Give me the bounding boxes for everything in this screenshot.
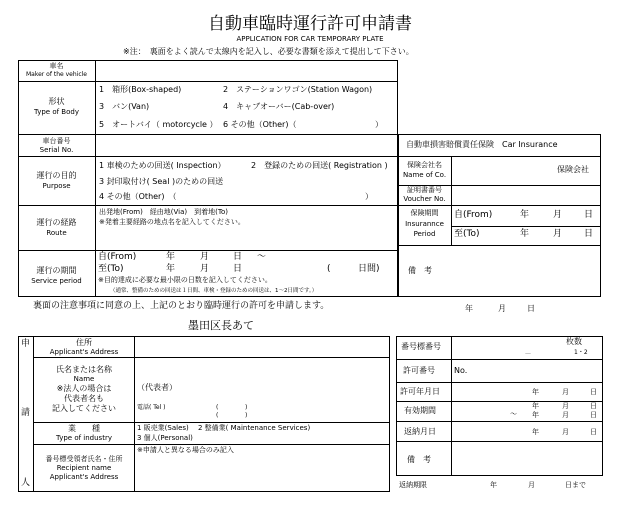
period-to-year[interactable]: 年	[166, 264, 176, 274]
permit-number-prefix: No.	[454, 366, 468, 375]
plate-count-value[interactable]: 1・2	[574, 349, 588, 356]
period-from-day[interactable]: 日	[233, 252, 243, 262]
name-label-en: Name	[73, 375, 95, 383]
recipient-note: ※申請人と異なる場合のみ記入	[137, 446, 234, 454]
period-to-day[interactable]: 日	[233, 264, 243, 274]
insurance-title: 自動車損害賠償責任保険 Car Insurance	[406, 140, 558, 149]
phone-paren-close-2: )	[245, 412, 248, 419]
recipient-label: 番号標受領者氏名・住所	[45, 455, 123, 463]
period-from-month[interactable]: 月	[200, 252, 210, 262]
body-option-motorcycle[interactable]: 5 オートバイ（ motorcycle ）	[99, 120, 218, 129]
permit-date-day: 日	[590, 388, 597, 396]
valid-to-month: 月	[562, 411, 569, 419]
insurance-to: 至(To)	[454, 229, 480, 239]
purpose-option-other-close: ）	[365, 192, 373, 201]
route-field[interactable]	[96, 228, 397, 249]
insurance-company-label: 保険会社名	[407, 161, 442, 169]
route-note: ※発着主要経路の地点名を記入してください。	[99, 218, 245, 226]
permit-number-label: 許可番号	[403, 366, 435, 375]
valid-to-year: 年	[532, 411, 539, 419]
insurance-from-month[interactable]: 月	[553, 210, 563, 220]
recipient-label-en: Recipient name	[56, 464, 112, 472]
phone-paren-close-1: )	[245, 404, 248, 411]
route-points: 出発地(From) 経由地(Via) 到着地(To)	[99, 208, 228, 216]
insurance-remarks-field[interactable]	[452, 246, 600, 296]
period-days[interactable]: 日間)	[358, 264, 380, 274]
applicant-side-1: 申	[21, 339, 31, 349]
permit-date-month: 月	[562, 388, 569, 396]
industry-options[interactable]: 1 販売業(Sales) 2 整備業( Maintenance Services)	[137, 424, 311, 432]
voucher-label-en: Voucher No.	[403, 195, 446, 203]
voucher-label: 証明書番号	[407, 186, 442, 194]
deadline-label: 返納期限	[399, 481, 427, 489]
corp-note-1: ※法人の場合は	[56, 384, 112, 393]
valid-to-day: 日	[590, 411, 597, 419]
insurance-from-year[interactable]: 年	[520, 210, 530, 220]
plate-number-label: 番号標番号	[401, 342, 441, 351]
industry-option-personal[interactable]: 3 個人(Personal)	[137, 434, 193, 442]
maker-field[interactable]	[96, 61, 397, 81]
purpose-option-other[interactable]: 4 その他（Other) （	[99, 192, 177, 201]
insurance-company-suffix: 保険会社	[557, 165, 589, 174]
form-title: 自動車臨時運行許可申請書	[208, 14, 412, 34]
corp-note-3: 記入してください	[52, 404, 116, 413]
body-option-van[interactable]: 3 バン(Van)	[99, 102, 150, 111]
representative-label: （代表者）	[137, 383, 177, 392]
insurance-from: 自(From)	[454, 210, 493, 220]
phone-label: 電話( Tel )	[137, 404, 166, 411]
maker-label: 車名	[49, 62, 64, 70]
return-date-day: 月	[562, 428, 569, 436]
period-to-month[interactable]: 月	[200, 264, 210, 274]
addressee: 墨田区長あて	[188, 319, 254, 332]
application-day[interactable]: 日	[527, 304, 535, 313]
insurance-to-day[interactable]: 日	[584, 229, 594, 239]
plate-count-label: 枚数	[566, 337, 582, 346]
insurance-company-label-en: Name of Co.	[402, 171, 447, 179]
period-label-en: Service period	[31, 277, 82, 285]
body-option-wagon[interactable]: 2 ステーションワゴン(Station Wagon)	[223, 85, 373, 94]
name-field[interactable]	[135, 358, 389, 382]
period-label: 運行の期間	[36, 266, 77, 275]
return-date-label: 返納月日	[404, 427, 436, 436]
recipient-field[interactable]	[135, 456, 389, 491]
recipient-label-en2: Applicant's Address	[49, 473, 119, 481]
period-note-usual: （通常、整備のための回送は１日間、車検・登録のための回送は、1〜2日間です。）	[110, 288, 318, 294]
purpose-option-seal[interactable]: 3 封印取付け( Seal )のための回送	[99, 177, 224, 186]
route-label-en: Route	[46, 229, 67, 237]
industry-label-en: Type of industry	[56, 434, 112, 442]
permit-date-year: 年	[532, 388, 539, 396]
valid-from-day: 日	[590, 402, 597, 410]
body-option-other-close: ）	[375, 120, 383, 129]
serial-label-en: Serial No.	[39, 146, 74, 154]
purpose-option-inspection[interactable]: 1 車検のための回送( Inspection）	[99, 161, 226, 170]
period-from: 自(From)	[98, 252, 137, 262]
period-note: ※目的達成に必要な最小限の日数を記入してください。	[98, 276, 272, 284]
serial-field[interactable]	[96, 135, 397, 156]
deadline-until: 日まで	[565, 481, 586, 489]
voucher-field[interactable]	[452, 186, 600, 204]
return-date-day2: 日	[590, 428, 597, 436]
office-remarks-label: 備 考	[407, 455, 431, 464]
insurance-period-label: 保険期間	[410, 209, 439, 217]
route-label: 運行の経路	[36, 218, 77, 227]
body-type-label-en: Type of Body	[34, 108, 79, 116]
insurance-to-month[interactable]: 月	[553, 229, 563, 239]
permit-date-label: 許可年月日	[400, 387, 440, 396]
applicant-side-2: 請	[21, 408, 31, 418]
insurance-company-field[interactable]	[452, 157, 552, 184]
address-label-en: Applicant's Address	[49, 348, 119, 356]
insurance-period-label-en: Insurannce	[405, 220, 444, 228]
insurance-period-label-en2: Period	[413, 230, 436, 238]
period-to: 至(To)	[98, 264, 124, 274]
insurance-from-day[interactable]: 日	[584, 210, 594, 220]
insurance-to-year[interactable]: 年	[520, 229, 530, 239]
phone-paren-open-1: (	[216, 404, 219, 411]
insurance-remarks-label: 備 考	[408, 266, 432, 275]
period-days-open: (	[327, 264, 331, 274]
valid-period-label: 有効期間	[404, 406, 436, 415]
consent-statement: 裏面の注意事項に同意の上、上記のとおり臨時運行の許可を申請します。	[33, 301, 330, 311]
maker-label-en: Maker of the vehicle	[26, 71, 87, 78]
body-option-box[interactable]: 1 箱形(Box-shaped)	[99, 85, 182, 94]
deadline-month: 月	[528, 481, 535, 489]
phone-paren-open-2: (	[216, 412, 219, 419]
period-tilde: 〜	[257, 252, 267, 262]
header-note: ※注： 裏面をよく読んで太線内を記入し、必要な書類を添えて提出して下さい。	[123, 47, 414, 56]
industry-label: 業 種	[68, 424, 100, 433]
name-label: 氏名または名称	[56, 365, 112, 374]
serial-label: 車台番号	[42, 137, 71, 145]
purpose-option-registration[interactable]: 2 登録のための回送( Registration )	[251, 161, 388, 170]
period-from-year[interactable]: 年	[166, 252, 176, 262]
corp-note-2: 代表者名も	[64, 394, 104, 403]
purpose-label-en: Purpose	[42, 182, 71, 190]
form-subtitle: APPLICATION FOR CAR TEMPORARY PLATE	[236, 35, 384, 43]
valid-from-month: 月	[562, 402, 569, 410]
plate-dash: —	[525, 350, 531, 357]
deadline-year: 年	[490, 481, 497, 489]
valid-from-year: 年	[532, 402, 539, 410]
phone-field[interactable]	[221, 403, 243, 421]
body-option-other[interactable]: 6 その他（Other)（	[223, 120, 297, 129]
body-option-cabover[interactable]: 4 キャブオーバー(Cab-over)	[223, 102, 335, 111]
purpose-label: 運行の目的	[36, 171, 77, 180]
address-field[interactable]	[135, 337, 389, 357]
application-month[interactable]: 月	[498, 304, 506, 313]
address-label: 住所	[76, 338, 92, 347]
valid-tilde: 〜	[510, 410, 517, 418]
applicant-side-3: 人	[21, 478, 31, 488]
return-date-month: 年	[532, 428, 539, 436]
body-type-label: 形状	[48, 97, 65, 106]
application-year[interactable]: 年	[465, 304, 473, 313]
